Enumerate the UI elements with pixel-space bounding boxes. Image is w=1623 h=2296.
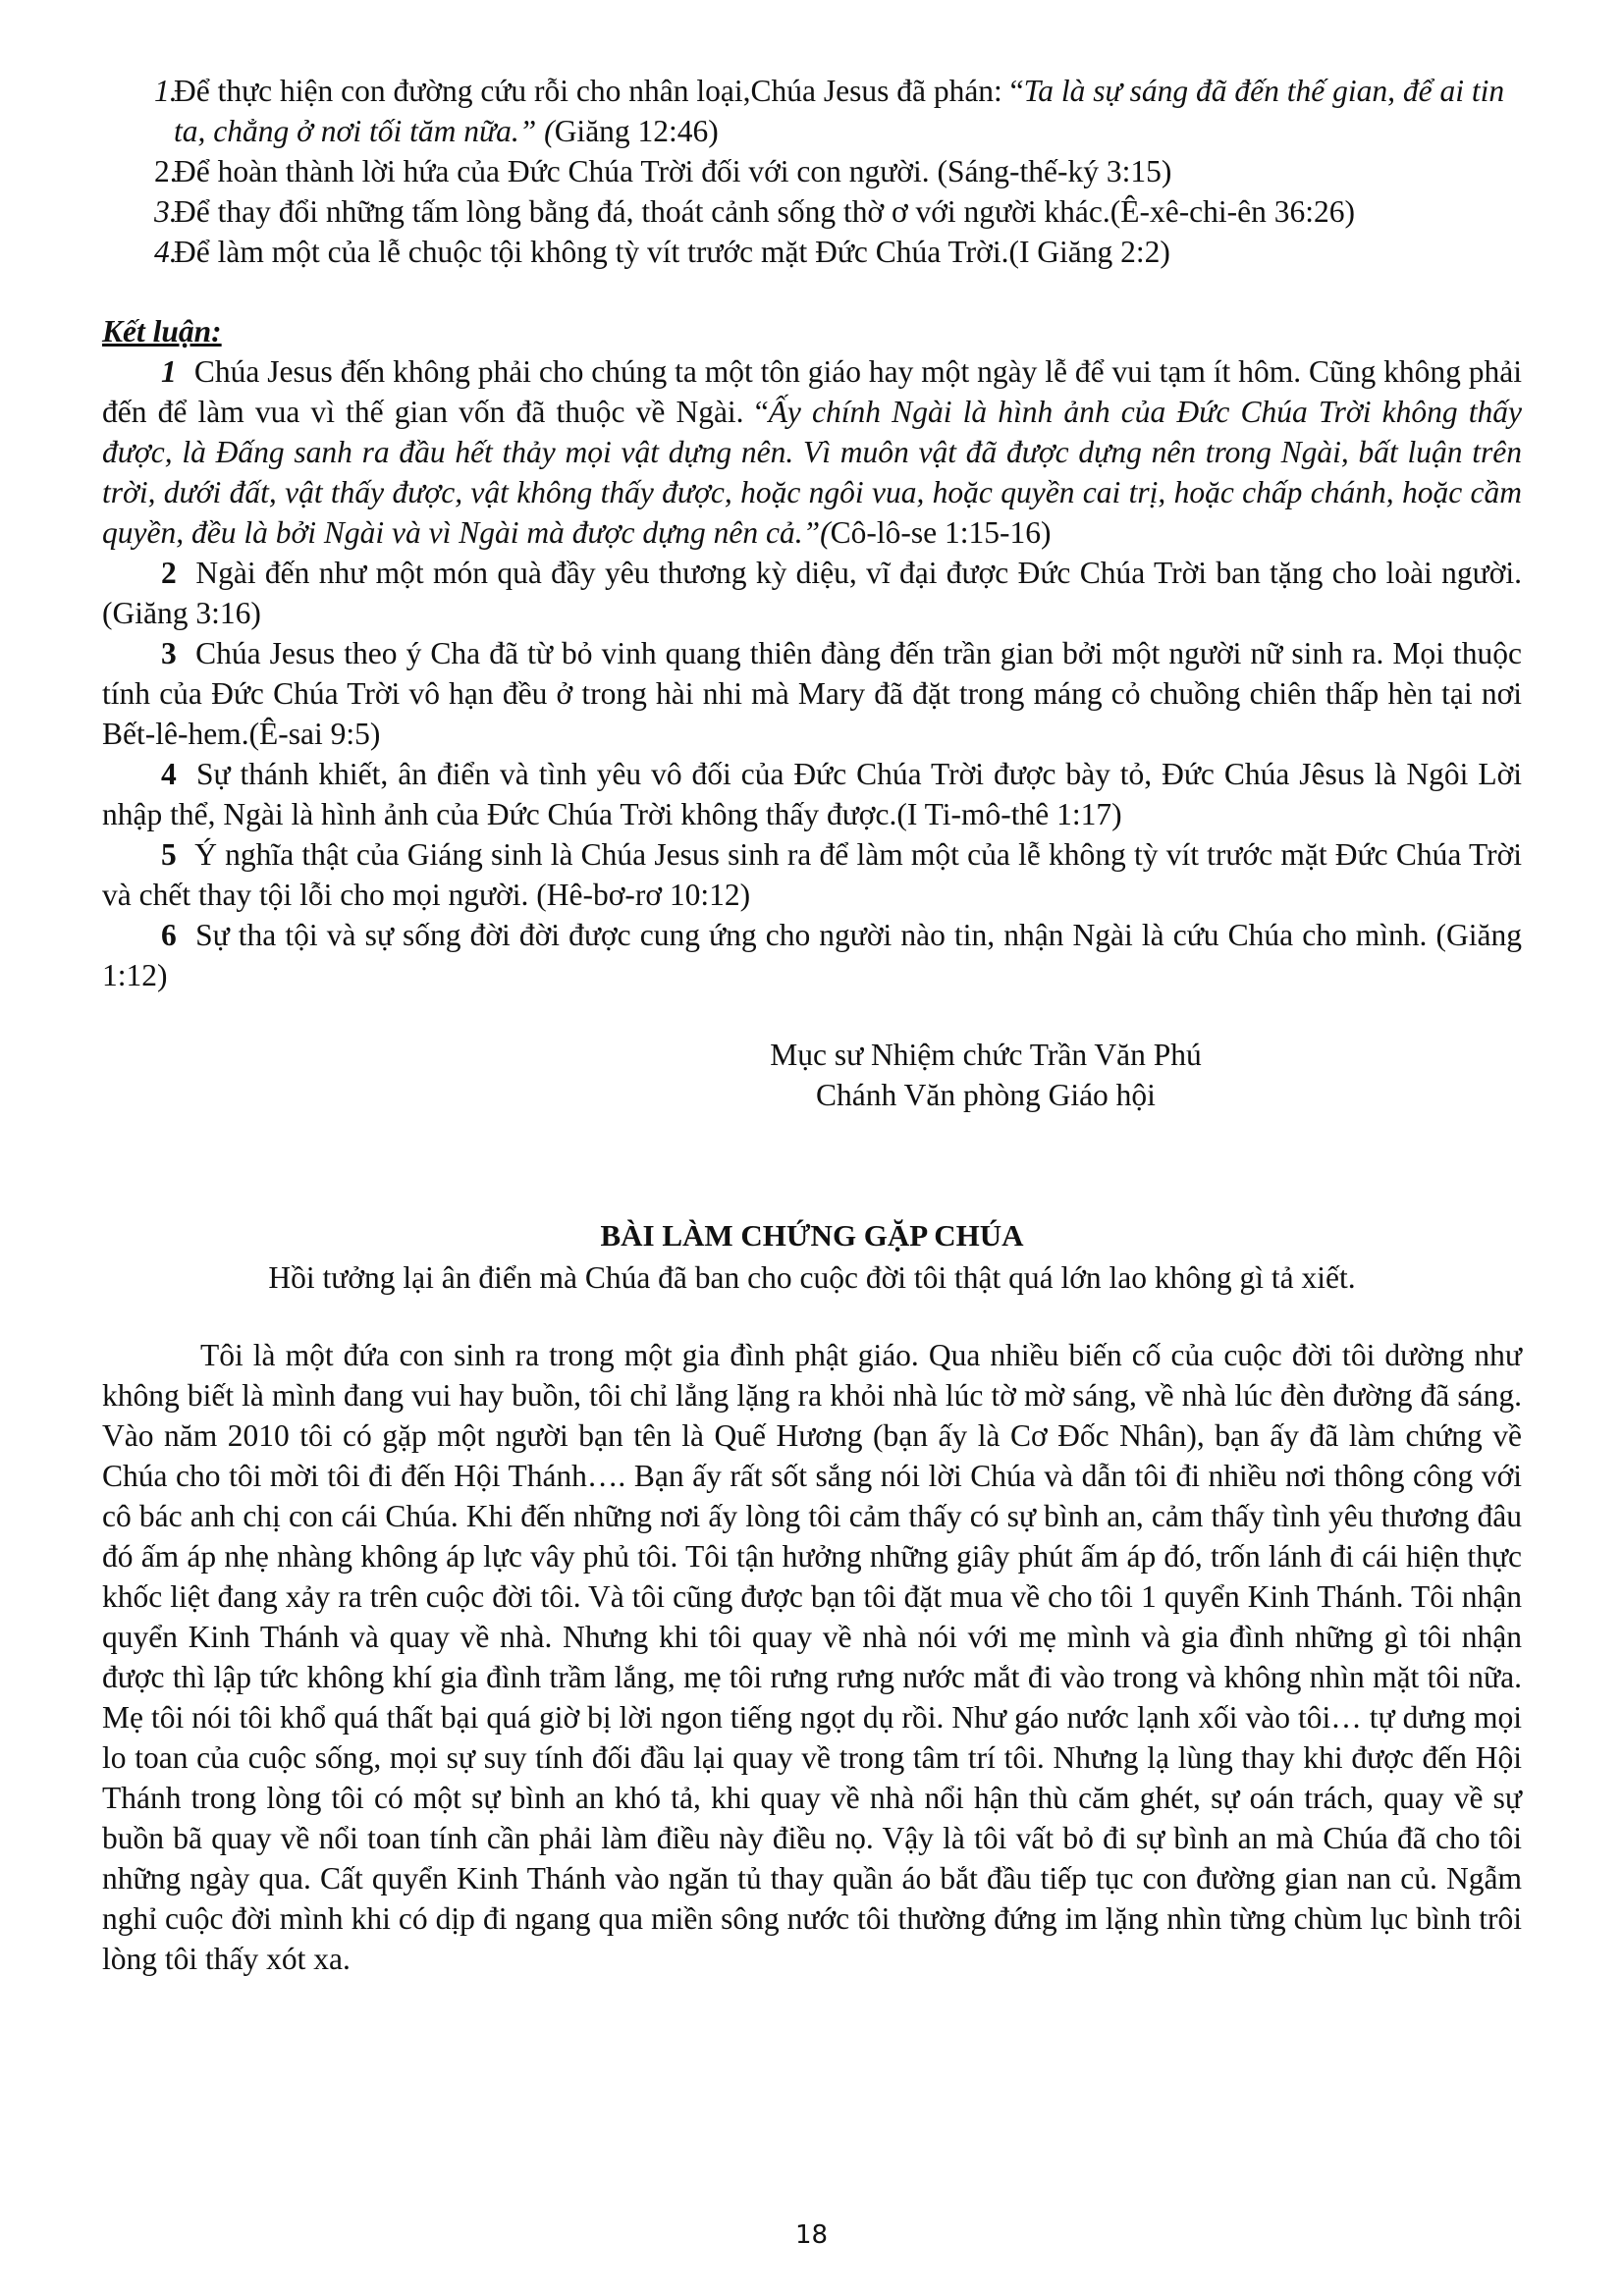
signature-title: Chánh Văn phòng Giáo hội (816, 1078, 1156, 1112)
conclusion-point (102, 754, 1522, 834)
point-text: Ngài đến như một món quà đầy yêu thương kỳ diệu, vĩ đại được Đức Chúa Trời ban tặng cho loài người.(Giăng 3:16) (102, 556, 1522, 630)
testimony-subtitle: Hồi tưởng lại ân điển mà Chúa đã ban cho cuộc đời tôi thật quá lớn lao không gì tả xiết. (268, 1260, 1356, 1295)
point-index: 5 (161, 837, 177, 872)
list-item (127, 151, 1522, 191)
point-text: Sự thánh khiết, ân điển và tình yêu vô đối của Đức Chúa Trời được bày tỏ, Đức Chúa Jêsus là Ngôi Lời nhập thể, Ngài là hình ảnh của Đức Chúa Trời không thấy được.(I Ti-mô-thê 1:17) (102, 757, 1523, 831)
point-index: 3 (161, 636, 177, 670)
scripture-quote: Ta là sự sáng đã đến thế gian, để ai tin ta, chẳng ở nơi tối tăm nữa.” ( (174, 74, 1505, 148)
scripture-ref: Cô-lô-se 1:15-16) (830, 515, 1052, 550)
list-number: 1. (154, 74, 178, 108)
point-text: Ý nghĩa thật của Giáng sinh là Chúa Jesus sinh ra để làm một của lễ không tỳ vít trước mặt Đức Chúa Trời và chết thay tội lỗi cho mọi người. (Hê-bơ-rơ 10:12) (102, 837, 1522, 912)
list-item (127, 232, 1522, 272)
point-index: 2 (161, 556, 177, 590)
testimony-body (102, 1335, 1522, 1979)
list-number: 4. (154, 235, 178, 269)
conclusion-point (102, 915, 1522, 995)
list-item (127, 191, 1522, 232)
point-index: 1 (161, 354, 177, 389)
reasons-list-wrap (127, 71, 1522, 272)
page-content (102, 71, 1522, 1979)
list-text: Để làm một của lễ chuộc tội không tỳ vít trước mặt Đức Chúa Trời.(I Giăng 2:2) (174, 235, 1170, 269)
conclusion-point (102, 834, 1522, 915)
reasons-list (127, 71, 1522, 272)
conclusion-point (102, 553, 1522, 633)
conclusion-point (102, 351, 1522, 553)
conclusion-point (102, 633, 1522, 754)
list-text: Để thay đổi những tấm lòng bằng đá, thoát cảnh sống thờ ơ với người khác.(Ê-xê-chi-ên 36:26) (174, 194, 1355, 229)
list-text: Để hoàn thành lời hứa của Đức Chúa Trời đối với con người. (Sáng-thế-ký 3:15) (174, 154, 1172, 188)
point-text: Chúa Jesus theo ý Cha đã từ bỏ vinh quang thiên đàng đến trần gian bởi một người nữ sinh ra. Mọi thuộc tính của Đức Chúa Trời vô hạn đều ở trong hài nhi mà Mary đã đặt trong máng cỏ chuồng chiên thấp hèn tại nơi Bết-lê-hem.(Ê-sai 9:5) (102, 636, 1523, 751)
signature-name: Mục sư Nhiệm chức Trần Văn Phú (770, 1038, 1202, 1072)
list-number: 2. (154, 154, 178, 188)
list-number: 3. (154, 194, 178, 229)
scripture-quote: Ấy chính Ngài là hình ảnh của Đức Chúa Trời không thấy được, là Đấng sanh ra đầu hết thảy mọi vật dựng nên. Vì muôn vật đã được dựng nên trong Ngài, bất luận trên trời, dưới đất, vật thấy được, vật không thấy được, hoặc ngôi vua, hoặc quyền cai trị, hoặc chấp chánh, hoặc cầm quyền, đều là bởi Ngài và vì Ngài mà được dựng nên cả.”( (102, 395, 1522, 550)
conclusion-heading: Kết luận: (102, 314, 222, 348)
point-index: 4 (161, 757, 177, 791)
list-text: Để thực hiện con đường cứu rỗi cho nhân loại,Chúa Jesus đã phán: “ (174, 74, 1024, 108)
testimony-text: Tôi là một đứa con sinh ra trong một gia đình phật giáo. Qua nhiều biến cố của cuộc đời tôi dường như không biết là mình đang vui hay buồn, tôi chỉ lẳng lặng ra khỏi nhà lúc tờ mờ sáng, về nhà lúc đèn đường đã sáng. Vào năm 2010 tôi có gặp một người bạn tên là Quế Hương (bạn ấy là Cơ Đốc Nhân), bạn ấy đã làm chứng về Chúa cho tôi mời tôi đi đến Hội Thánh…. Bạn ấy rất sốt sắng nói lời Chúa và dẫn tôi đi nhiều nơi thông công với cô bác anh chị con cái Chúa. Khi đến những nơi ấy lòng tôi cảm thấy có sự bình an, cảm thấy tình yêu thương đâu đó ấm áp nhẹ nhàng không áp lực vây phủ tôi. Tôi tận hưởng những giây phút ấm áp đó, trốn lánh đi cái hiện thực khốc liệt đang xảy ra trên cuộc đời tôi. Và tôi cũng được bạn tôi đặt mua về cho tôi 1 quyển Kinh Thánh. Tôi nhận quyển Kinh Thánh và quay về nhà. Nhưng khi tôi quay về nhà nói với mẹ mình và gia đình những gì tôi nhận được thì lập tức không khí gia đình trầm lắng, mẹ tôi rưng rưng nước mắt đi vào trong và không nhìn mặt tôi nữa. Mẹ tôi nói tôi khổ quá thất bại quá giờ bị lời ngon tiếng ngọt dụ rồi. Như gáo nước lạnh xối vào tôi… tự dưng mọi lo toan của cuộc sống, mọi sự suy tính đối đầu lại quay về trong tâm trí tôi. Nhưng lạ lùng thay khi được đến Hội Thánh trong lòng tôi có một sự bình an khó tả, khi quay về nhà nổi hận thù căm ghét, sự oán trách, quay về sự buồn bã quay về nổi toan tính cần phải làm điều này điều nọ. Vậy là tôi vất bỏ đi sự bình an mà Chúa đã cho tôi những ngày qua. Cất quyển Kinh Thánh vào ngăn tủ thay quần áo bắt đầu tiếp tục con đường gian nan củ. Ngẫm nghỉ cuộc đời mình khi có dịp đi ngang qua miền sông nước tôi thường đứng im lặng nhìn từng chùm lục bình trôi lòng tôi thấy xót xa. (102, 1338, 1522, 1976)
scripture-ref: Giăng 12:46) (554, 114, 719, 148)
point-text: Sự tha tội và sự sống đời đời được cung ứng cho người nào tin, nhận Ngài là cứu Chúa cho mình. (Giăng 1:12) (102, 918, 1522, 992)
point-text: Chúa Jesus đến không phải cho chúng ta một tôn giáo hay một ngày lễ để vui tạm ít hôm. Cũng không phải đến để làm vua vì thế gian vốn đã thuộc về Ngài. “ (102, 354, 1523, 429)
signature-block (711, 1035, 1261, 1115)
list-item (127, 71, 1522, 151)
point-index: 6 (161, 918, 177, 952)
page-number: 18 (794, 2220, 829, 2250)
testimony-title: BÀI LÀM CHỨNG GẶP CHÚA (600, 1218, 1024, 1253)
